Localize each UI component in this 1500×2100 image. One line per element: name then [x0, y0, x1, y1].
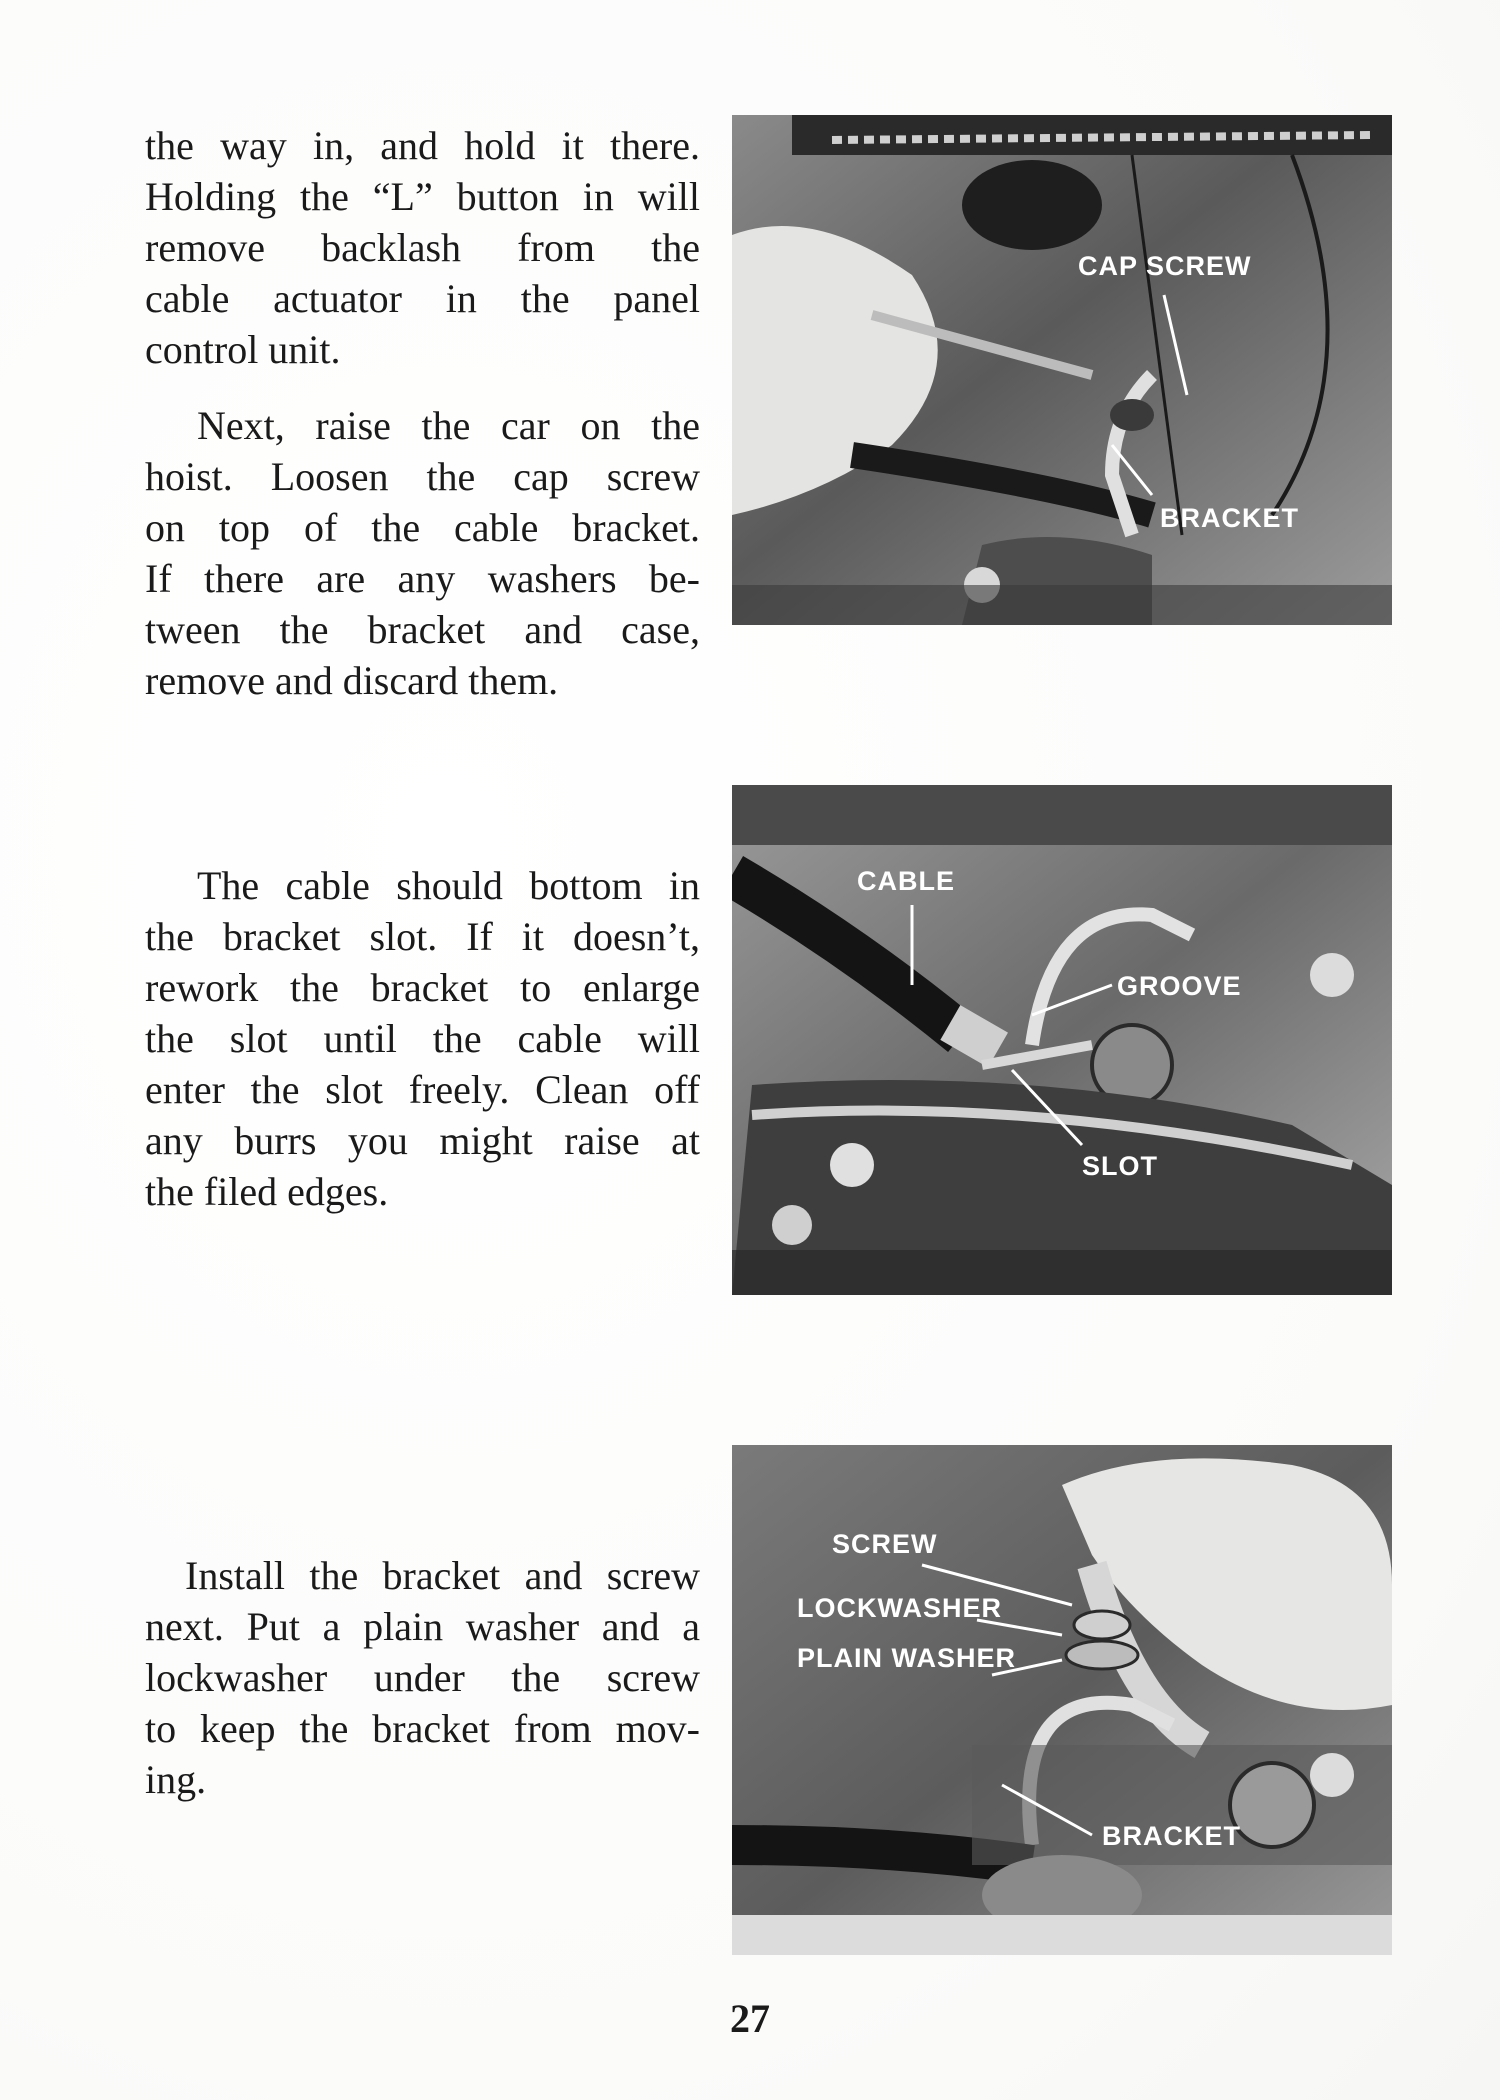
- text-line: Next, raise the car on the: [197, 403, 700, 448]
- text-line: the slot until the cable will: [145, 1016, 700, 1061]
- text-line: lockwasher under the screw: [145, 1655, 700, 1700]
- text-line: remove backlash from the: [145, 225, 700, 270]
- photo-label-cable: CABLE: [857, 866, 955, 896]
- text-line: control unit.: [145, 327, 341, 372]
- text-line: The cable should bottom in: [197, 863, 700, 908]
- photo-label-cap-screw: CAP SCREW: [1078, 251, 1252, 281]
- text-line: to keep the bracket from mov-: [145, 1706, 700, 1751]
- text-line: the way in, and hold it there.: [145, 123, 700, 168]
- photo-label-bracket: BRACKET: [1102, 1821, 1241, 1851]
- photo-label-screw: SCREW: [832, 1529, 938, 1559]
- paragraph-hold-l-button: [145, 120, 700, 375]
- photo-cap-screw-bracket-drawing: [732, 115, 1392, 625]
- photo-cable-groove-slot-drawing: [732, 785, 1392, 1295]
- photo-label-bracket: BRACKET: [1160, 503, 1299, 533]
- text-line: remove and discard them.: [145, 658, 559, 703]
- photo-label-lockwasher: LOCKWASHER: [797, 1593, 1002, 1623]
- photo-cable-groove-slot: [732, 785, 1392, 1295]
- text-line: enter the slot freely. Clean off: [145, 1067, 700, 1112]
- photo-label-slot: SLOT: [1082, 1151, 1158, 1181]
- text-line: ing.: [145, 1757, 207, 1802]
- text-line: Install the bracket and screw: [185, 1553, 700, 1598]
- text-line: the filed edges.: [145, 1169, 389, 1214]
- text-line: If there are any washers be-: [145, 556, 700, 601]
- page-number: 27: [730, 1996, 770, 2041]
- paragraph-install-bracket: [145, 1550, 700, 1805]
- photo-label-plain-washer: PLAIN WASHER: [797, 1643, 1017, 1673]
- photo-screw-washers-bracket-drawing: [732, 1445, 1392, 1955]
- paragraph-cable-bottom: [145, 860, 700, 1217]
- text-line: Holding the “L” button in will: [145, 174, 700, 219]
- text-line: any burrs you might raise at: [145, 1118, 700, 1163]
- paragraph-raise-car: [145, 400, 700, 706]
- text-line: cable actuator in the panel: [145, 276, 700, 321]
- text-line: tween the bracket and case,: [145, 607, 700, 652]
- photo-cap-screw-bracket: [732, 115, 1392, 625]
- text-line: next. Put a plain washer and a: [145, 1604, 700, 1649]
- text-line: rework the bracket to enlarge: [145, 965, 700, 1010]
- photo-screw-washers-bracket: [732, 1445, 1392, 1955]
- text-line: on top of the cable bracket.: [145, 505, 700, 550]
- photo-label-groove: GROOVE: [1117, 971, 1242, 1001]
- text-line: the bracket slot. If it doesn’t,: [145, 914, 700, 959]
- text-line: hoist. Loosen the cap screw: [145, 454, 700, 499]
